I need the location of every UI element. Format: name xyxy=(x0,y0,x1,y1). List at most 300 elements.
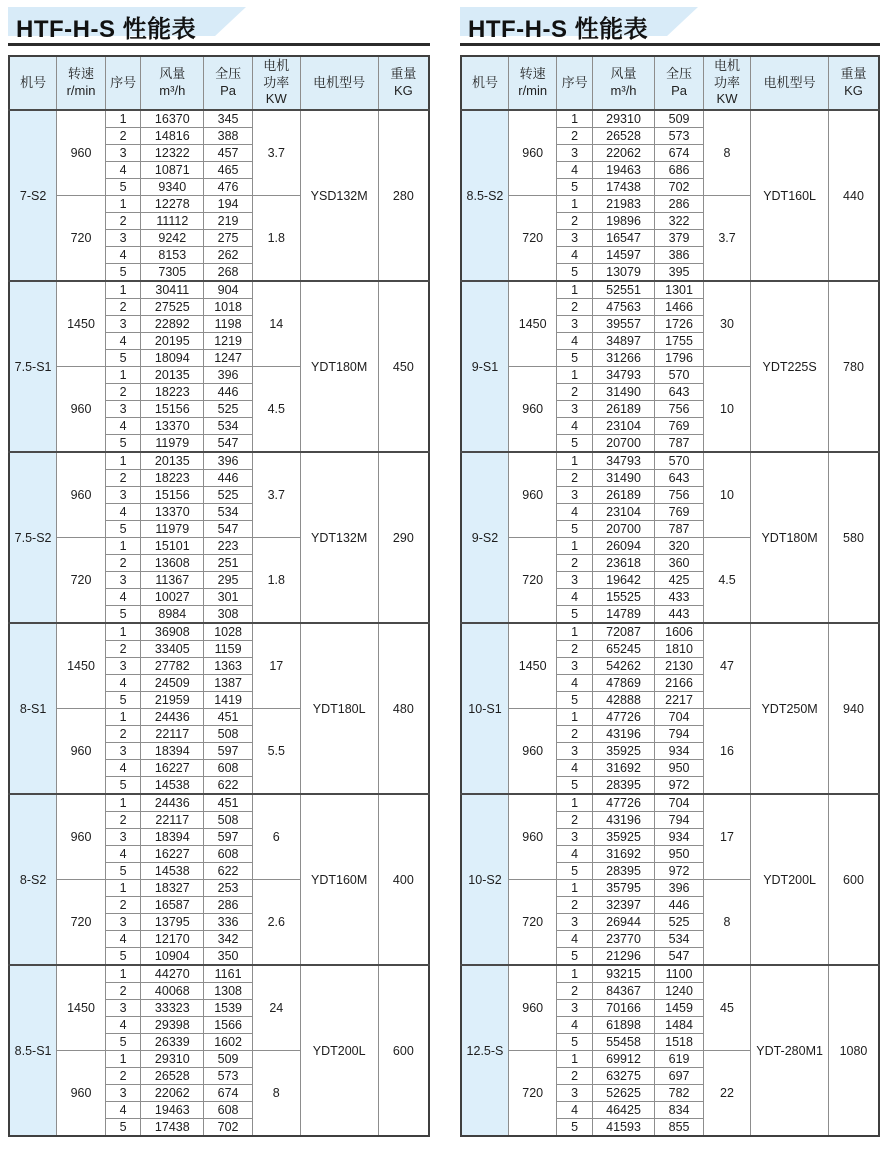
pressure-cell: 704 xyxy=(655,794,703,812)
flow-cell: 52625 xyxy=(592,1085,655,1102)
seq-cell: 3 xyxy=(105,572,141,589)
power-cell: 2.6 xyxy=(252,880,300,966)
machine-cell: 8-S1 xyxy=(9,623,57,794)
seq-cell: 1 xyxy=(105,880,141,897)
seq-cell: 1 xyxy=(557,880,592,897)
seq-cell: 3 xyxy=(105,230,141,247)
flow-cell: 32397 xyxy=(592,897,655,914)
power-cell: 1.8 xyxy=(252,538,300,624)
pressure-cell: 345 xyxy=(204,110,253,128)
flow-cell: 20700 xyxy=(592,435,655,453)
seq-cell: 4 xyxy=(105,1102,141,1119)
pressure-cell: 379 xyxy=(655,230,703,247)
pressure-cell: 573 xyxy=(655,128,703,145)
flow-cell: 31692 xyxy=(592,760,655,777)
weight-cell: 600 xyxy=(828,794,879,965)
machine-cell: 7.5-S1 xyxy=(9,281,57,452)
pressure-cell: 223 xyxy=(204,538,253,555)
table-title: HTF-H-S 性能表 xyxy=(468,16,649,43)
seq-cell: 2 xyxy=(105,213,141,230)
seq-cell: 5 xyxy=(557,264,592,282)
power-cell: 3.7 xyxy=(252,452,300,538)
flow-cell: 35925 xyxy=(592,829,655,846)
pressure-cell: 1219 xyxy=(204,333,253,350)
column-header-seq: 序号 xyxy=(557,56,592,110)
column-header-flow: 风量 m³/h xyxy=(592,56,655,110)
pressure-cell: 756 xyxy=(655,487,703,504)
flow-cell: 93215 xyxy=(592,965,655,983)
flow-cell: 22062 xyxy=(592,145,655,162)
pressure-cell: 396 xyxy=(204,452,253,470)
seq-cell: 5 xyxy=(105,264,141,282)
pressure-cell: 1518 xyxy=(655,1034,703,1051)
speed-cell: 720 xyxy=(508,1051,556,1137)
pressure-cell: 1100 xyxy=(655,965,703,983)
pressure-cell: 1161 xyxy=(204,965,253,983)
pressure-cell: 686 xyxy=(655,162,703,179)
seq-cell: 1 xyxy=(557,110,592,128)
pressure-cell: 446 xyxy=(655,897,703,914)
flow-cell: 15101 xyxy=(141,538,204,555)
flow-cell: 26339 xyxy=(141,1034,204,1051)
flow-cell: 70166 xyxy=(592,1000,655,1017)
pressure-cell: 1419 xyxy=(204,692,253,709)
flow-cell: 31692 xyxy=(592,846,655,863)
seq-cell: 4 xyxy=(105,247,141,264)
flow-cell: 13608 xyxy=(141,555,204,572)
table-title: HTF-H-S 性能表 xyxy=(16,16,197,43)
weight-cell: 1080 xyxy=(828,965,879,1136)
machine-cell: 9-S1 xyxy=(461,281,508,452)
weight-cell: 940 xyxy=(828,623,879,794)
flow-cell: 20135 xyxy=(141,367,204,384)
weight-cell: 280 xyxy=(378,110,429,281)
flow-cell: 28395 xyxy=(592,863,655,880)
seq-cell: 3 xyxy=(105,658,141,675)
power-cell: 16 xyxy=(703,709,750,795)
seq-cell: 2 xyxy=(105,1068,141,1085)
flow-cell: 43196 xyxy=(592,726,655,743)
pressure-cell: 268 xyxy=(204,264,253,282)
weight-cell: 480 xyxy=(378,623,429,794)
pressure-cell: 509 xyxy=(204,1051,253,1068)
flow-cell: 39557 xyxy=(592,316,655,333)
pressure-cell: 1796 xyxy=(655,350,703,367)
flow-cell: 29310 xyxy=(592,110,655,128)
seq-cell: 5 xyxy=(557,863,592,880)
table-row xyxy=(9,794,429,812)
weight-cell: 580 xyxy=(828,452,879,623)
pressure-cell: 446 xyxy=(204,384,253,401)
pressure-cell: 769 xyxy=(655,418,703,435)
flow-cell: 26944 xyxy=(592,914,655,931)
pressure-cell: 251 xyxy=(204,555,253,572)
flow-cell: 8984 xyxy=(141,606,204,624)
flow-cell: 22062 xyxy=(141,1085,204,1102)
pressure-cell: 769 xyxy=(655,504,703,521)
seq-cell: 3 xyxy=(105,316,141,333)
flow-cell: 19463 xyxy=(592,162,655,179)
flow-cell: 16587 xyxy=(141,897,204,914)
seq-cell: 5 xyxy=(557,777,592,795)
machine-cell: 8.5-S1 xyxy=(9,965,57,1136)
flow-cell: 24436 xyxy=(141,794,204,812)
flow-cell: 15525 xyxy=(592,589,655,606)
pressure-cell: 794 xyxy=(655,726,703,743)
seq-cell: 1 xyxy=(105,452,141,470)
flow-cell: 69912 xyxy=(592,1051,655,1068)
pressure-cell: 573 xyxy=(204,1068,253,1085)
machine-cell: 7-S2 xyxy=(9,110,57,281)
speed-cell: 1450 xyxy=(57,965,106,1051)
pressure-cell: 396 xyxy=(655,880,703,897)
pressure-cell: 904 xyxy=(204,281,253,299)
seq-cell: 4 xyxy=(557,1102,592,1119)
pressure-cell: 262 xyxy=(204,247,253,264)
machine-cell: 9-S2 xyxy=(461,452,508,623)
flow-cell: 20195 xyxy=(141,333,204,350)
flow-cell: 18223 xyxy=(141,384,204,401)
pressure-cell: 643 xyxy=(655,384,703,401)
seq-cell: 4 xyxy=(105,333,141,350)
pressure-cell: 443 xyxy=(655,606,703,624)
flow-cell: 47563 xyxy=(592,299,655,316)
seq-cell: 4 xyxy=(105,760,141,777)
seq-cell: 1 xyxy=(557,452,592,470)
seq-cell: 2 xyxy=(557,299,592,316)
flow-cell: 35795 xyxy=(592,880,655,897)
power-cell: 45 xyxy=(703,965,750,1051)
seq-cell: 5 xyxy=(105,948,141,966)
pressure-cell: 1466 xyxy=(655,299,703,316)
flow-cell: 42888 xyxy=(592,692,655,709)
speed-cell: 720 xyxy=(57,880,106,966)
seq-cell: 5 xyxy=(105,777,141,795)
flow-cell: 11979 xyxy=(141,435,204,453)
power-cell: 6 xyxy=(252,794,300,880)
pressure-cell: 446 xyxy=(204,470,253,487)
header-row xyxy=(461,56,879,110)
flow-cell: 33405 xyxy=(141,641,204,658)
seq-cell: 4 xyxy=(105,675,141,692)
seq-cell: 1 xyxy=(105,709,141,726)
pressure-cell: 972 xyxy=(655,863,703,880)
flow-cell: 23104 xyxy=(592,504,655,521)
pressure-cell: 1018 xyxy=(204,299,253,316)
flow-cell: 19642 xyxy=(592,572,655,589)
seq-cell: 5 xyxy=(105,1119,141,1137)
seq-cell: 1 xyxy=(105,281,141,299)
pressure-cell: 194 xyxy=(204,196,253,213)
seq-cell: 5 xyxy=(105,692,141,709)
speed-cell: 1450 xyxy=(57,281,106,367)
seq-cell: 2 xyxy=(105,812,141,829)
weight-cell: 600 xyxy=(378,965,429,1136)
speed-cell: 960 xyxy=(57,709,106,795)
pressure-cell: 1159 xyxy=(204,641,253,658)
performance-panel-right xyxy=(460,0,880,1137)
flow-cell: 24436 xyxy=(141,709,204,726)
pressure-cell: 465 xyxy=(204,162,253,179)
pressure-cell: 322 xyxy=(655,213,703,230)
column-header-pressure: 全压 Pa xyxy=(204,56,253,110)
seq-cell: 2 xyxy=(105,897,141,914)
seq-cell: 1 xyxy=(105,538,141,555)
seq-cell: 1 xyxy=(105,1051,141,1068)
seq-cell: 4 xyxy=(557,504,592,521)
speed-cell: 720 xyxy=(57,538,106,624)
flow-cell: 41593 xyxy=(592,1119,655,1137)
seq-cell: 4 xyxy=(105,931,141,948)
seq-cell: 1 xyxy=(557,794,592,812)
pressure-cell: 597 xyxy=(204,829,253,846)
seq-cell: 3 xyxy=(557,230,592,247)
seq-cell: 3 xyxy=(557,401,592,418)
flow-cell: 27525 xyxy=(141,299,204,316)
pressure-cell: 2130 xyxy=(655,658,703,675)
pressure-cell: 525 xyxy=(204,487,253,504)
speed-cell: 1450 xyxy=(508,623,556,709)
speed-cell: 720 xyxy=(508,196,556,282)
flow-cell: 13079 xyxy=(592,264,655,282)
seq-cell: 4 xyxy=(557,162,592,179)
seq-cell: 4 xyxy=(105,846,141,863)
pressure-cell: 286 xyxy=(204,897,253,914)
seq-cell: 3 xyxy=(105,1085,141,1102)
flow-cell: 22117 xyxy=(141,726,204,743)
flow-cell: 29398 xyxy=(141,1017,204,1034)
flow-cell: 18094 xyxy=(141,350,204,367)
pressure-cell: 286 xyxy=(655,196,703,213)
flow-cell: 40068 xyxy=(141,983,204,1000)
seq-cell: 3 xyxy=(105,914,141,931)
pressure-cell: 508 xyxy=(204,726,253,743)
flow-cell: 21296 xyxy=(592,948,655,966)
flow-cell: 13370 xyxy=(141,418,204,435)
pressure-cell: 950 xyxy=(655,846,703,863)
pressure-cell: 1606 xyxy=(655,623,703,641)
pressure-cell: 1566 xyxy=(204,1017,253,1034)
table-row xyxy=(9,623,429,641)
pressure-cell: 1755 xyxy=(655,333,703,350)
power-cell: 30 xyxy=(703,281,750,367)
pressure-cell: 1240 xyxy=(655,983,703,1000)
seq-cell: 1 xyxy=(557,965,592,983)
seq-cell: 3 xyxy=(105,829,141,846)
flow-cell: 11112 xyxy=(141,213,204,230)
seq-cell: 2 xyxy=(105,128,141,145)
flow-cell: 12170 xyxy=(141,931,204,948)
seq-cell: 1 xyxy=(105,196,141,213)
pressure-cell: 547 xyxy=(204,521,253,538)
seq-cell: 2 xyxy=(557,983,592,1000)
flow-cell: 13795 xyxy=(141,914,204,931)
flow-cell: 31490 xyxy=(592,384,655,401)
pressure-cell: 697 xyxy=(655,1068,703,1085)
flow-cell: 23618 xyxy=(592,555,655,572)
seq-cell: 3 xyxy=(105,145,141,162)
pressure-cell: 451 xyxy=(204,709,253,726)
flow-cell: 11367 xyxy=(141,572,204,589)
speed-cell: 960 xyxy=(57,794,106,880)
seq-cell: 4 xyxy=(557,1017,592,1034)
performance-table-left xyxy=(8,55,430,1137)
pressure-cell: 608 xyxy=(204,760,253,777)
pressure-cell: 395 xyxy=(655,264,703,282)
table-row xyxy=(461,965,879,983)
motor-cell: YDT200L xyxy=(751,794,829,965)
flow-cell: 14538 xyxy=(141,777,204,795)
flow-cell: 18223 xyxy=(141,470,204,487)
pressure-cell: 320 xyxy=(655,538,703,555)
pressure-cell: 336 xyxy=(204,914,253,931)
pressure-cell: 794 xyxy=(655,812,703,829)
pressure-cell: 782 xyxy=(655,1085,703,1102)
pressure-cell: 1363 xyxy=(204,658,253,675)
motor-cell: YDT160M xyxy=(300,794,378,965)
pressure-cell: 608 xyxy=(204,846,253,863)
flow-cell: 26528 xyxy=(141,1068,204,1085)
seq-cell: 1 xyxy=(557,1051,592,1068)
pressure-cell: 934 xyxy=(655,743,703,760)
column-header-pressure: 全压 Pa xyxy=(655,56,703,110)
pressure-cell: 253 xyxy=(204,880,253,897)
seq-cell: 3 xyxy=(105,1000,141,1017)
pressure-cell: 1028 xyxy=(204,623,253,641)
column-header-flow: 风量 m³/h xyxy=(141,56,204,110)
flow-cell: 47869 xyxy=(592,675,655,692)
flow-cell: 16227 xyxy=(141,760,204,777)
power-cell: 4.5 xyxy=(703,538,750,624)
pressure-cell: 508 xyxy=(204,812,253,829)
flow-cell: 19896 xyxy=(592,213,655,230)
flow-cell: 44270 xyxy=(141,965,204,983)
seq-cell: 4 xyxy=(105,162,141,179)
flow-cell: 7305 xyxy=(141,264,204,282)
seq-cell: 5 xyxy=(557,948,592,966)
weight-cell: 450 xyxy=(378,281,429,452)
column-header-motor: 电机型号 xyxy=(300,56,378,110)
power-cell: 8 xyxy=(252,1051,300,1137)
pressure-cell: 674 xyxy=(655,145,703,162)
seq-cell: 2 xyxy=(557,384,592,401)
seq-cell: 2 xyxy=(557,812,592,829)
seq-cell: 2 xyxy=(557,726,592,743)
seq-cell: 3 xyxy=(557,658,592,675)
flow-cell: 47726 xyxy=(592,709,655,726)
flow-cell: 15156 xyxy=(141,401,204,418)
seq-cell: 4 xyxy=(105,418,141,435)
seq-cell: 1 xyxy=(557,623,592,641)
flow-cell: 12278 xyxy=(141,196,204,213)
speed-cell: 960 xyxy=(508,367,556,453)
pressure-cell: 1308 xyxy=(204,983,253,1000)
speed-cell: 1450 xyxy=(508,281,556,367)
column-header-power: 电机 功率 KW xyxy=(252,56,300,110)
pressure-cell: 1602 xyxy=(204,1034,253,1051)
seq-cell: 5 xyxy=(105,521,141,538)
column-header-machine: 机号 xyxy=(461,56,508,110)
pressure-cell: 972 xyxy=(655,777,703,795)
speed-cell: 960 xyxy=(508,110,556,196)
flow-cell: 34897 xyxy=(592,333,655,350)
flow-cell: 20700 xyxy=(592,521,655,538)
power-cell: 8 xyxy=(703,880,750,966)
pressure-cell: 756 xyxy=(655,401,703,418)
flow-cell: 16370 xyxy=(141,110,204,128)
flow-cell: 12322 xyxy=(141,145,204,162)
flow-cell: 18394 xyxy=(141,743,204,760)
pressure-cell: 622 xyxy=(204,777,253,795)
power-cell: 24 xyxy=(252,965,300,1051)
seq-cell: 4 xyxy=(105,504,141,521)
pressure-cell: 570 xyxy=(655,367,703,384)
seq-cell: 5 xyxy=(105,606,141,624)
power-cell: 22 xyxy=(703,1051,750,1137)
seq-cell: 4 xyxy=(557,333,592,350)
weight-cell: 290 xyxy=(378,452,429,623)
weight-cell: 440 xyxy=(828,110,879,281)
power-cell: 10 xyxy=(703,452,750,538)
flow-cell: 54262 xyxy=(592,658,655,675)
speed-cell: 960 xyxy=(508,794,556,880)
flow-cell: 18394 xyxy=(141,829,204,846)
seq-cell: 1 xyxy=(557,367,592,384)
seq-cell: 1 xyxy=(557,709,592,726)
title-block-left xyxy=(8,0,430,46)
flow-cell: 61898 xyxy=(592,1017,655,1034)
machine-cell: 10-S2 xyxy=(461,794,508,965)
table-row xyxy=(461,794,879,812)
flow-cell: 26528 xyxy=(592,128,655,145)
pressure-cell: 643 xyxy=(655,470,703,487)
table-row xyxy=(461,623,879,641)
weight-cell: 780 xyxy=(828,281,879,452)
seq-cell: 5 xyxy=(105,863,141,880)
flow-cell: 8153 xyxy=(141,247,204,264)
speed-cell: 1450 xyxy=(57,623,106,709)
seq-cell: 4 xyxy=(557,418,592,435)
seq-cell: 3 xyxy=(557,572,592,589)
seq-cell: 4 xyxy=(105,589,141,606)
seq-cell: 3 xyxy=(557,487,592,504)
pressure-cell: 476 xyxy=(204,179,253,196)
seq-cell: 1 xyxy=(105,110,141,128)
seq-cell: 1 xyxy=(557,281,592,299)
flow-cell: 16547 xyxy=(592,230,655,247)
pressure-cell: 950 xyxy=(655,760,703,777)
speed-cell: 960 xyxy=(57,452,106,538)
flow-cell: 65245 xyxy=(592,641,655,658)
pressure-cell: 855 xyxy=(655,1119,703,1137)
table-row xyxy=(461,281,879,299)
pressure-cell: 619 xyxy=(655,1051,703,1068)
motor-cell: YDT200L xyxy=(300,965,378,1136)
flow-cell: 52551 xyxy=(592,281,655,299)
table-row xyxy=(9,452,429,470)
seq-cell: 3 xyxy=(557,829,592,846)
column-header-power: 电机 功率 KW xyxy=(703,56,750,110)
pressure-cell: 433 xyxy=(655,589,703,606)
flow-cell: 21959 xyxy=(141,692,204,709)
machine-cell: 8.5-S2 xyxy=(461,110,508,281)
column-header-weight: 重量 KG xyxy=(378,56,429,110)
flow-cell: 26094 xyxy=(592,538,655,555)
flow-cell: 29310 xyxy=(141,1051,204,1068)
flow-cell: 36908 xyxy=(141,623,204,641)
power-cell: 5.5 xyxy=(252,709,300,795)
pressure-cell: 295 xyxy=(204,572,253,589)
